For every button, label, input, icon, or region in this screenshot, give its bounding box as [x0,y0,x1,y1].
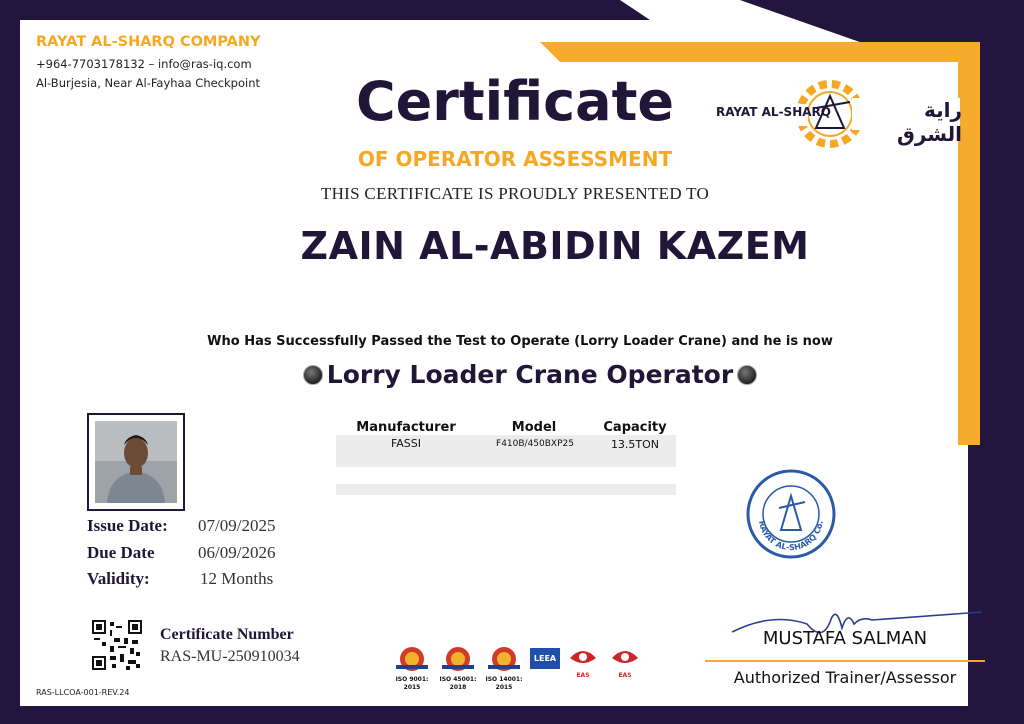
signatory-name: MUSTAFA SALMAN [762,628,928,649]
iso-badge-icon [436,646,480,672]
badge-label: EAS [618,672,632,679]
signature-divider [705,660,985,662]
eas-badge-1 [566,646,600,680]
certificate-number-label: Certificate Number [160,626,294,643]
role-title: Lorry Loader Crane Operator [326,360,734,389]
badge-label: 2015 [495,684,513,691]
badge-label: ISO 14001: [485,676,523,683]
certificate-number-value: RAS-MU-250910034 [160,648,300,665]
header-capacity: Capacity [603,420,667,435]
certificate-subtitle: OF OPERATOR ASSESSMENT [357,147,673,171]
eas-badge-icon [608,646,642,668]
cell-capacity: 13.5TON [610,438,660,451]
badge-label: 2015 [403,684,421,691]
due-date-value: 06/09/2026 [198,543,276,562]
company-address: Al-Burjesia, Near Al-Fayhaa Checkpoint [36,76,260,90]
role-title-row [200,360,860,389]
bullet-icon [737,365,757,385]
header-model: Model [511,420,557,435]
person-photo-icon [89,415,183,509]
bullet-icon [303,365,323,385]
issue-date-value: 07/09/2025 [198,516,276,535]
eas-badge-2 [608,646,642,680]
logo-arabic-text: راية الشرق [896,98,962,146]
iso-badge-icon [482,646,526,672]
recipient-name: ZAIN AL-ABIDIN KAZEM [300,224,810,268]
holder-photo [87,413,185,511]
qualification-statement: Who Has Successfully Passed the Test to Operate (Lorry Loader Crane) and he is now [207,334,833,349]
badge-label: 2018 [449,684,467,691]
cell-manufacturer: FASSI [390,437,422,450]
company-contact: +964-7703178132 – info@ras-iq.com [36,57,252,71]
header-manufacturer: Manufacturer [356,420,456,435]
cell-model: F410B/450BXP25 [496,439,574,449]
qr-code-icon [92,620,142,670]
badge-label: LEEA [530,648,560,669]
signatory-role: Authorized Trainer/Assessor [733,668,957,687]
badge-label: ISO 9001: [395,676,429,683]
iso-9001-badge [390,646,434,692]
equipment-empty-band [336,484,676,495]
badge-label: EAS [576,672,590,679]
accreditation-badges [390,646,660,694]
presented-to-line: THIS CERTIFICATE IS PROUDLY PRESENTED TO [320,184,710,203]
logo-latin-text: RAYAT AL-SHARQ [716,105,831,119]
validity-value: 12 Months [200,569,274,588]
due-date-label: Due Date [87,543,155,562]
leea-badge [530,648,560,669]
iso-14001-badge [482,646,526,692]
eas-badge-icon [566,646,600,668]
validity-label: Validity: [87,569,150,588]
iso-badge-icon [390,646,434,672]
iso-45001-badge [436,646,480,692]
badge-label: ISO 45001: [439,676,477,683]
stamp-text: RAYAT AL-SHARQ Co. [757,519,825,553]
certificate-title: Certificate [355,70,675,133]
company-name: RAYAT AL-SHARQ COMPANY [36,34,261,50]
issue-date-label: Issue Date: [87,516,168,535]
svg-text:RAYAT AL-SHARQ Co. [757,520,825,552]
company-stamp [745,468,837,560]
company-logo [712,78,962,150]
form-revision-code: RAS-LLCOA-001-REV.24 [36,688,130,697]
